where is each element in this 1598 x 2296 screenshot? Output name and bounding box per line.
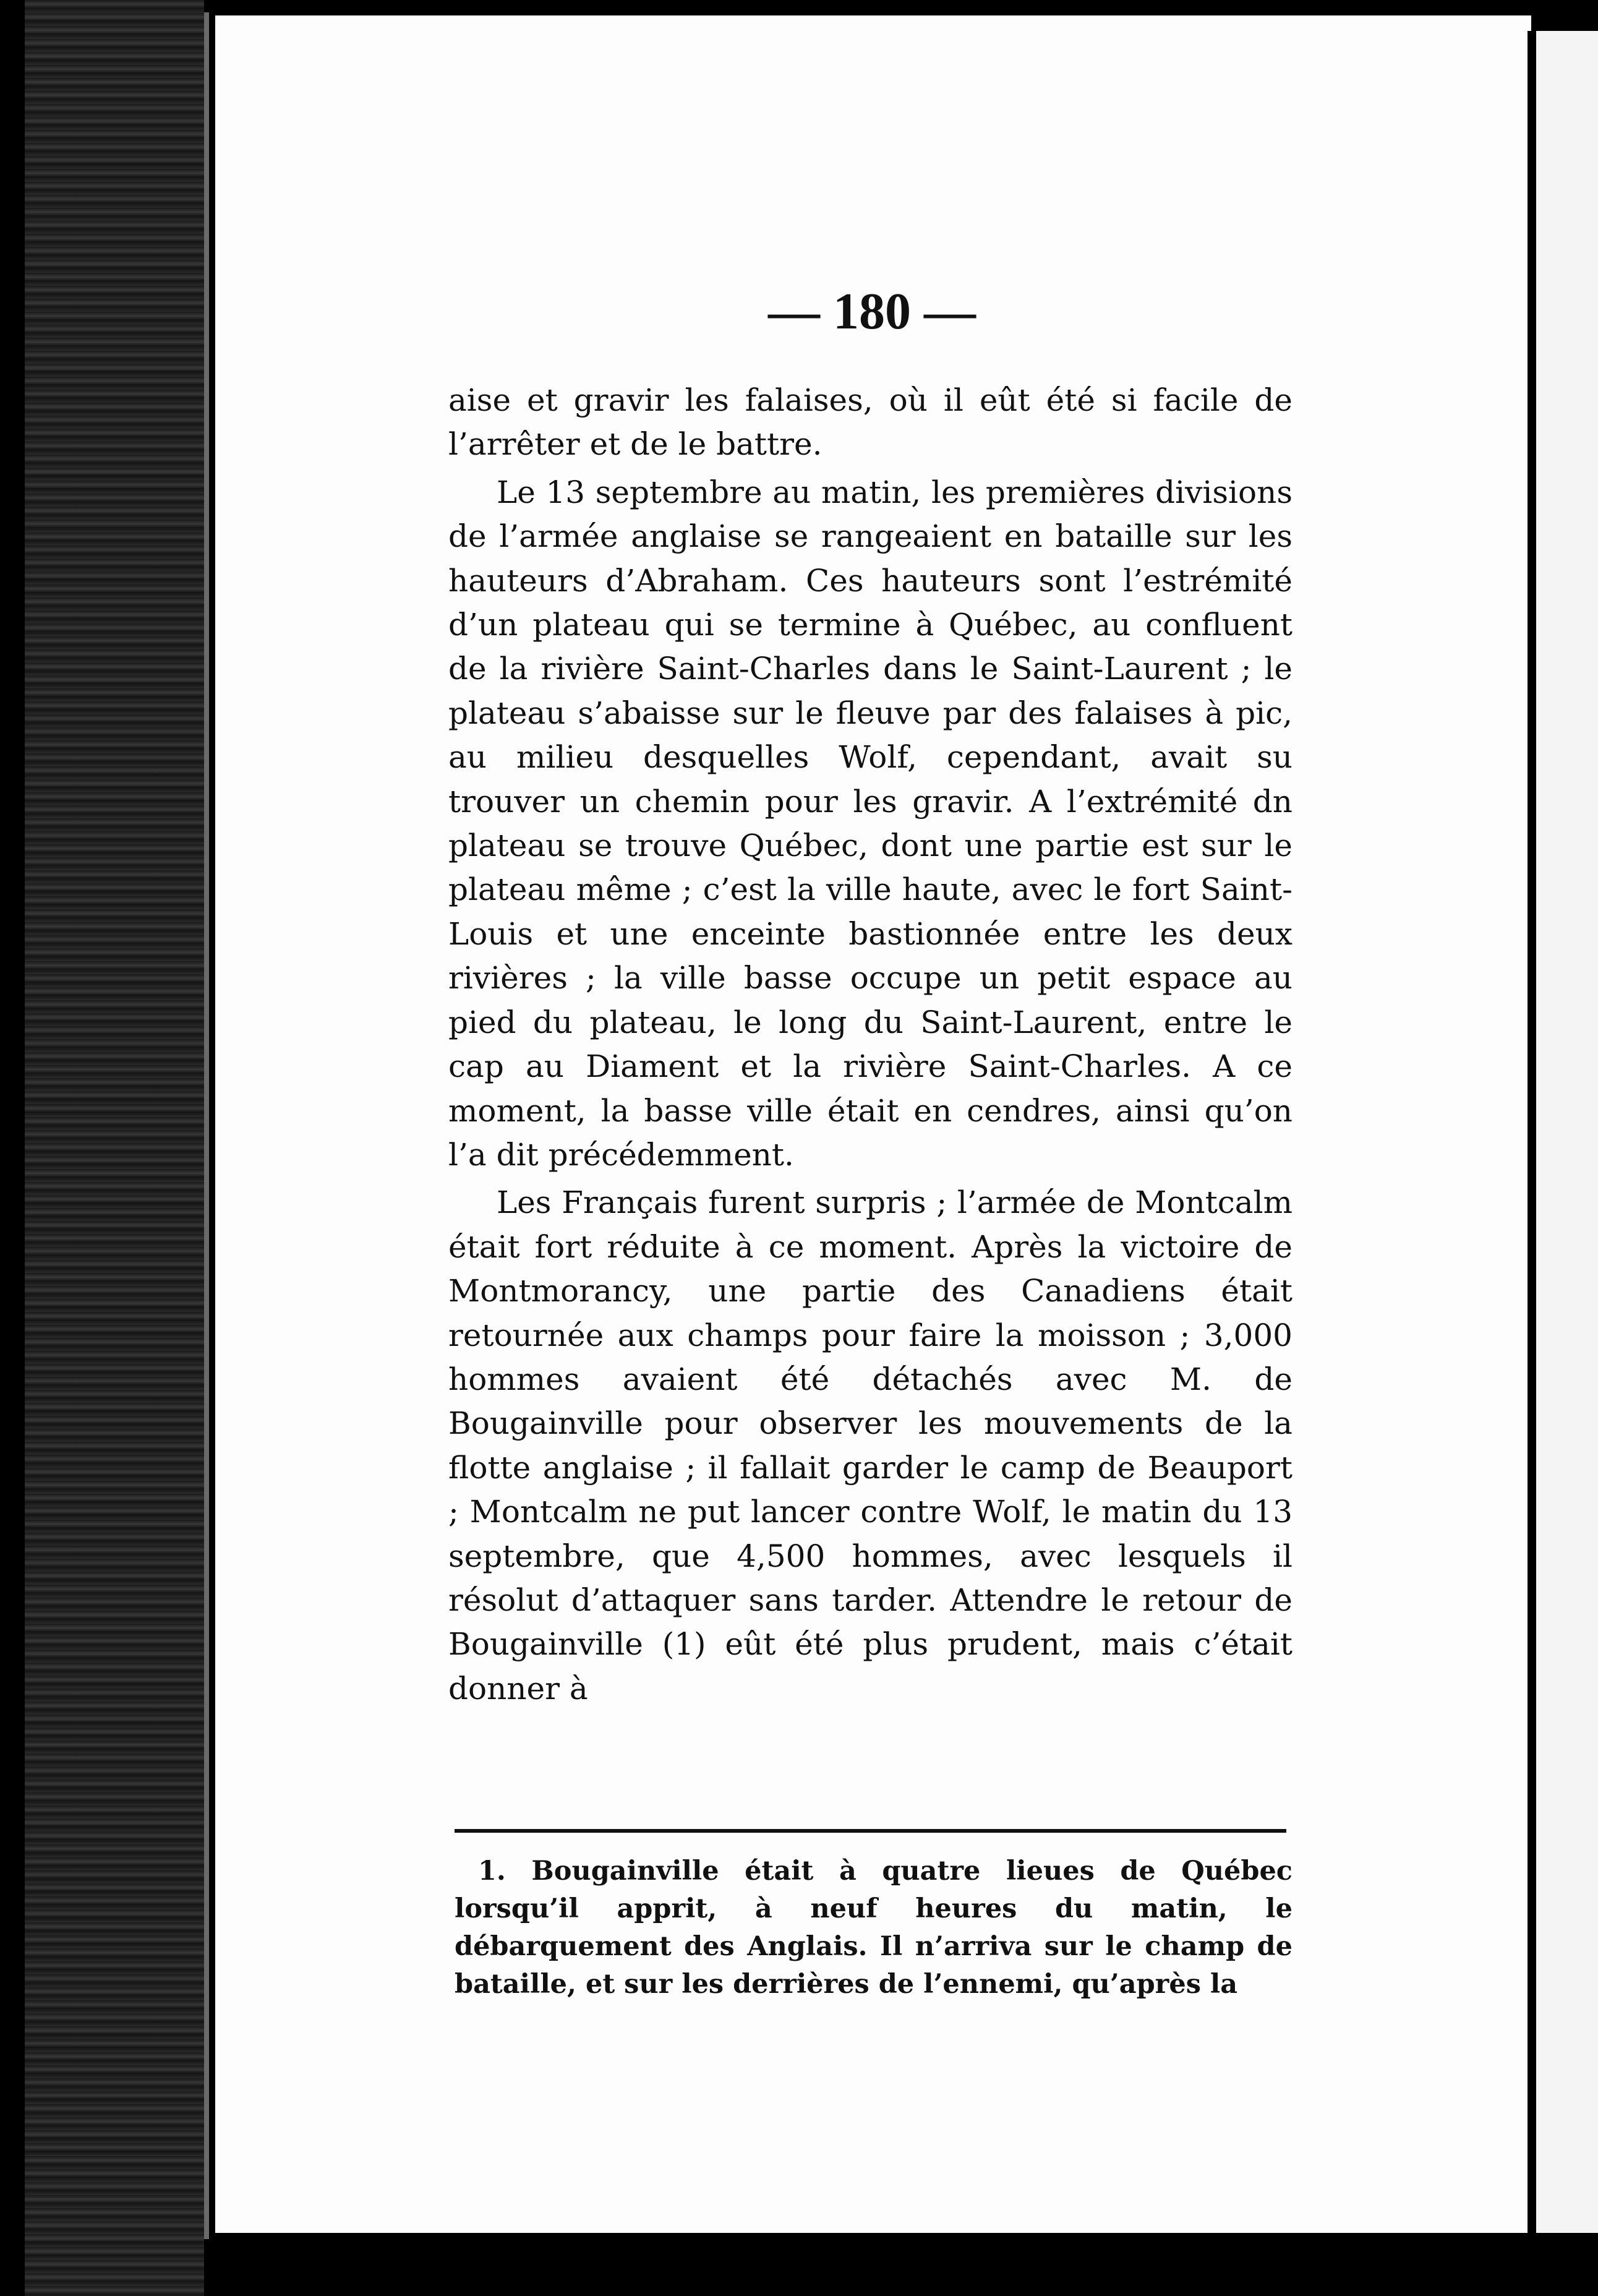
footnote-1: 1. Bougainville était à quatre lieues de Québec lorsqu’il apprit, à neuf heures du matin, le débarquement des Anglais. Il n’arriva sur le champ de bataille, et sur les derrières de l’ennemi, qu’après la <box>455 1856 1292 2000</box>
page-number: — 180 — <box>768 283 976 340</box>
binding-shadow-line <box>204 12 209 2239</box>
paragraph-13-septembre: Le 13 septembre au matin, les premières divisions de l’armée anglaise se rangeaient en bataille sur les hauteurs d’Abraham. Ces hauteurs sont l’estrémité d’un plateau qui se termine à Québec, au confluent de la rivière Saint-Charles dans le Saint-Laurent ; le plateau s’abaisse sur le fleuve par des falaises à pic, au milieu desquelles Wolf, cependant, avait su trouver un chemin pour les gravir. A l’extrémité dn plateau se trouve Québec, dont une partie est sur le plateau même ; c’est la ville haute, avec le fort Saint-Louis et une enceinte bastionnée entre les deux rivières ; la ville basse occupe un petit espace au pied du plateau, le long du Saint-Laurent, entre le cap au Diament et la rivière Saint-Charles. A ce moment, la basse ville était en cendres, ainsi qu’on l’a dit précédemment. <box>448 474 1292 1173</box>
paragraph-continuation: aise et gravir les falaises, où il eût été si facile de l’arrêter et de le battre. <box>448 382 1292 463</box>
paragraph-francais-surpris: Les Français furent surpris ; l’armée de Montcalm était fort réduite à ce moment. Après la victoire de Montmorancy, une partie des Canadiens était retournée aux champs pour faire la moisson ; 3,000 hommes avaient été détachés avec M. de Bougainville pour observer les mouvements de la flotte anglaise ; il fallait garder le camp de Beauport ; Montcalm ne put lancer contre Wolf, le matin du 13 septembre, que 4,500 hommes, avec lesquels il résolut d’attaquer sans tarder. Attendre le retour de Bougainville (1) eût été plus prudent, mais c’était donner à <box>448 1184 1292 1707</box>
facing-page-edge <box>1528 31 1598 2233</box>
page-body-text <box>448 379 1292 1715</box>
footnote-divider <box>455 1829 1286 1833</box>
book-binding-edge <box>25 0 204 2296</box>
